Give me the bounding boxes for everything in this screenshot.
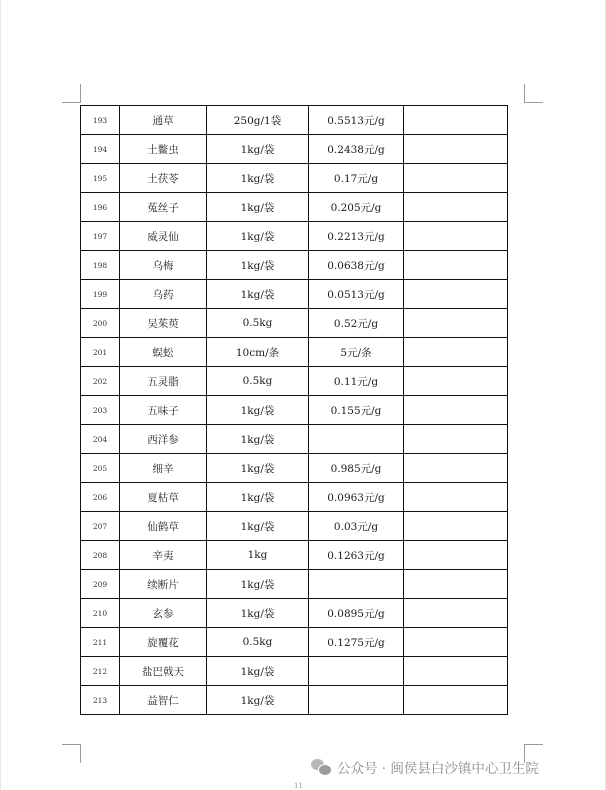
herb-name-cell: 西洋参 bbox=[120, 425, 207, 454]
spec-cell: 1kg/袋 bbox=[207, 483, 309, 512]
remark-cell bbox=[404, 396, 508, 425]
remark-cell bbox=[404, 222, 508, 251]
crop-mark-top-left bbox=[62, 84, 81, 103]
herb-name-cell: 土茯苓 bbox=[120, 164, 207, 193]
herb-name-cell: 盐巴戟天 bbox=[120, 657, 207, 686]
price-cell: 0.0895元/g bbox=[309, 599, 404, 628]
herb-name-cell: 土鳖虫 bbox=[120, 135, 207, 164]
spec-cell: 0.5kg bbox=[207, 367, 309, 396]
price-cell: 0.52元/g bbox=[309, 309, 404, 338]
table-row bbox=[81, 164, 508, 193]
table-row bbox=[81, 106, 508, 135]
spec-cell: 250g/1袋 bbox=[207, 106, 309, 135]
herb-name-cell: 菟丝子 bbox=[120, 193, 207, 222]
table-row bbox=[81, 280, 508, 309]
price-cell: 5元/条 bbox=[309, 338, 404, 367]
row-number-cell: 194 bbox=[81, 135, 120, 164]
row-number-cell: 206 bbox=[81, 483, 120, 512]
spec-cell: 1kg/袋 bbox=[207, 396, 309, 425]
row-number-cell: 202 bbox=[81, 367, 120, 396]
herb-name-cell: 益智仁 bbox=[120, 686, 207, 715]
herb-name-cell: 细辛 bbox=[120, 454, 207, 483]
price-cell: 0.0513元/g bbox=[309, 280, 404, 309]
remark-cell bbox=[404, 135, 508, 164]
wechat-icon bbox=[311, 757, 331, 777]
crop-mark-bottom-left bbox=[62, 744, 81, 763]
spec-cell: 1kg/袋 bbox=[207, 193, 309, 222]
watermark bbox=[311, 757, 539, 777]
row-number-cell: 207 bbox=[81, 512, 120, 541]
spec-cell: 1kg/袋 bbox=[207, 425, 309, 454]
price-cell bbox=[309, 657, 404, 686]
page-number: 11 bbox=[294, 782, 303, 790]
herb-name-cell: 吴茱萸 bbox=[120, 309, 207, 338]
herb-name-cell: 辛夷 bbox=[120, 541, 207, 570]
herb-name-cell: 乌药 bbox=[120, 280, 207, 309]
table-row bbox=[81, 512, 508, 541]
row-number-cell: 211 bbox=[81, 628, 120, 657]
remark-cell bbox=[404, 599, 508, 628]
herb-price-table bbox=[80, 105, 508, 715]
row-number-cell: 195 bbox=[81, 164, 120, 193]
row-number-cell: 204 bbox=[81, 425, 120, 454]
price-cell: 0.03元/g bbox=[309, 512, 404, 541]
price-cell: 0.11元/g bbox=[309, 367, 404, 396]
spec-cell: 1kg/袋 bbox=[207, 570, 309, 599]
remark-cell bbox=[404, 309, 508, 338]
spec-cell: 1kg/袋 bbox=[207, 686, 309, 715]
spec-cell: 0.5kg bbox=[207, 628, 309, 657]
spec-cell: 1kg/袋 bbox=[207, 599, 309, 628]
spec-cell: 1kg bbox=[207, 541, 309, 570]
spec-cell: 1kg/袋 bbox=[207, 222, 309, 251]
price-cell: 0.2438元/g bbox=[309, 135, 404, 164]
price-cell bbox=[309, 686, 404, 715]
remark-cell bbox=[404, 686, 508, 715]
remark-cell bbox=[404, 454, 508, 483]
table-row bbox=[81, 657, 508, 686]
spec-cell: 10cm/条 bbox=[207, 338, 309, 367]
spec-cell: 1kg/袋 bbox=[207, 164, 309, 193]
herb-name-cell: 蜈蚣 bbox=[120, 338, 207, 367]
remark-cell bbox=[404, 338, 508, 367]
price-cell bbox=[309, 425, 404, 454]
table-row bbox=[81, 251, 508, 280]
crop-mark-top-right bbox=[524, 84, 543, 103]
row-number-cell: 210 bbox=[81, 599, 120, 628]
herb-name-cell: 旋覆花 bbox=[120, 628, 207, 657]
price-cell: 0.2213元/g bbox=[309, 222, 404, 251]
table-row bbox=[81, 396, 508, 425]
table-row bbox=[81, 454, 508, 483]
row-number-cell: 213 bbox=[81, 686, 120, 715]
spec-cell: 1kg/袋 bbox=[207, 251, 309, 280]
remark-cell bbox=[404, 367, 508, 396]
price-cell bbox=[309, 570, 404, 599]
herb-name-cell: 五味子 bbox=[120, 396, 207, 425]
herb-name-cell: 续断片 bbox=[120, 570, 207, 599]
price-cell: 0.155元/g bbox=[309, 396, 404, 425]
spec-cell: 0.5kg bbox=[207, 309, 309, 338]
remark-cell bbox=[404, 657, 508, 686]
table-row bbox=[81, 483, 508, 512]
table-row bbox=[81, 222, 508, 251]
row-number-cell: 200 bbox=[81, 309, 120, 338]
herb-name-cell: 仙鹤草 bbox=[120, 512, 207, 541]
price-cell: 0.985元/g bbox=[309, 454, 404, 483]
row-number-cell: 197 bbox=[81, 222, 120, 251]
row-number-cell: 198 bbox=[81, 251, 120, 280]
row-number-cell: 209 bbox=[81, 570, 120, 599]
table-row bbox=[81, 570, 508, 599]
herb-name-cell: 威灵仙 bbox=[120, 222, 207, 251]
table-row bbox=[81, 193, 508, 222]
row-number-cell: 199 bbox=[81, 280, 120, 309]
row-number-cell: 212 bbox=[81, 657, 120, 686]
spec-cell: 1kg/袋 bbox=[207, 454, 309, 483]
price-cell: 0.0963元/g bbox=[309, 483, 404, 512]
price-cell: 0.1275元/g bbox=[309, 628, 404, 657]
herb-name-cell: 通草 bbox=[120, 106, 207, 135]
remark-cell bbox=[404, 570, 508, 599]
price-cell: 0.17元/g bbox=[309, 164, 404, 193]
table-row bbox=[81, 425, 508, 454]
spec-cell: 1kg/袋 bbox=[207, 657, 309, 686]
row-number-cell: 203 bbox=[81, 396, 120, 425]
table-row bbox=[81, 599, 508, 628]
page-left-edge bbox=[0, 0, 1, 790]
remark-cell bbox=[404, 425, 508, 454]
remark-cell bbox=[404, 193, 508, 222]
herb-name-cell: 乌梅 bbox=[120, 251, 207, 280]
spec-cell: 1kg/袋 bbox=[207, 280, 309, 309]
price-cell: 0.0638元/g bbox=[309, 251, 404, 280]
price-cell: 0.1263元/g bbox=[309, 541, 404, 570]
remark-cell bbox=[404, 512, 508, 541]
row-number-cell: 193 bbox=[81, 106, 120, 135]
remark-cell bbox=[404, 541, 508, 570]
spec-cell: 1kg/袋 bbox=[207, 135, 309, 164]
spec-cell: 1kg/袋 bbox=[207, 512, 309, 541]
remark-cell bbox=[404, 483, 508, 512]
remark-cell bbox=[404, 280, 508, 309]
table-row bbox=[81, 628, 508, 657]
table-row bbox=[81, 338, 508, 367]
row-number-cell: 196 bbox=[81, 193, 120, 222]
remark-cell bbox=[404, 251, 508, 280]
row-number-cell: 201 bbox=[81, 338, 120, 367]
herb-name-cell: 玄参 bbox=[120, 599, 207, 628]
table-row bbox=[81, 309, 508, 338]
table-body bbox=[81, 106, 508, 715]
table-row bbox=[81, 541, 508, 570]
table-row bbox=[81, 135, 508, 164]
price-cell: 0.205元/g bbox=[309, 193, 404, 222]
remark-cell bbox=[404, 628, 508, 657]
row-number-cell: 205 bbox=[81, 454, 120, 483]
remark-cell bbox=[404, 106, 508, 135]
herb-name-cell: 五灵脂 bbox=[120, 367, 207, 396]
watermark-text: 公众号 · 闽侯县白沙镇中心卫生院 bbox=[337, 761, 539, 777]
row-number-cell: 208 bbox=[81, 541, 120, 570]
table-row bbox=[81, 367, 508, 396]
remark-cell bbox=[404, 164, 508, 193]
herb-name-cell: 夏枯草 bbox=[120, 483, 207, 512]
price-cell: 0.5513元/g bbox=[309, 106, 404, 135]
table-row bbox=[81, 686, 508, 715]
